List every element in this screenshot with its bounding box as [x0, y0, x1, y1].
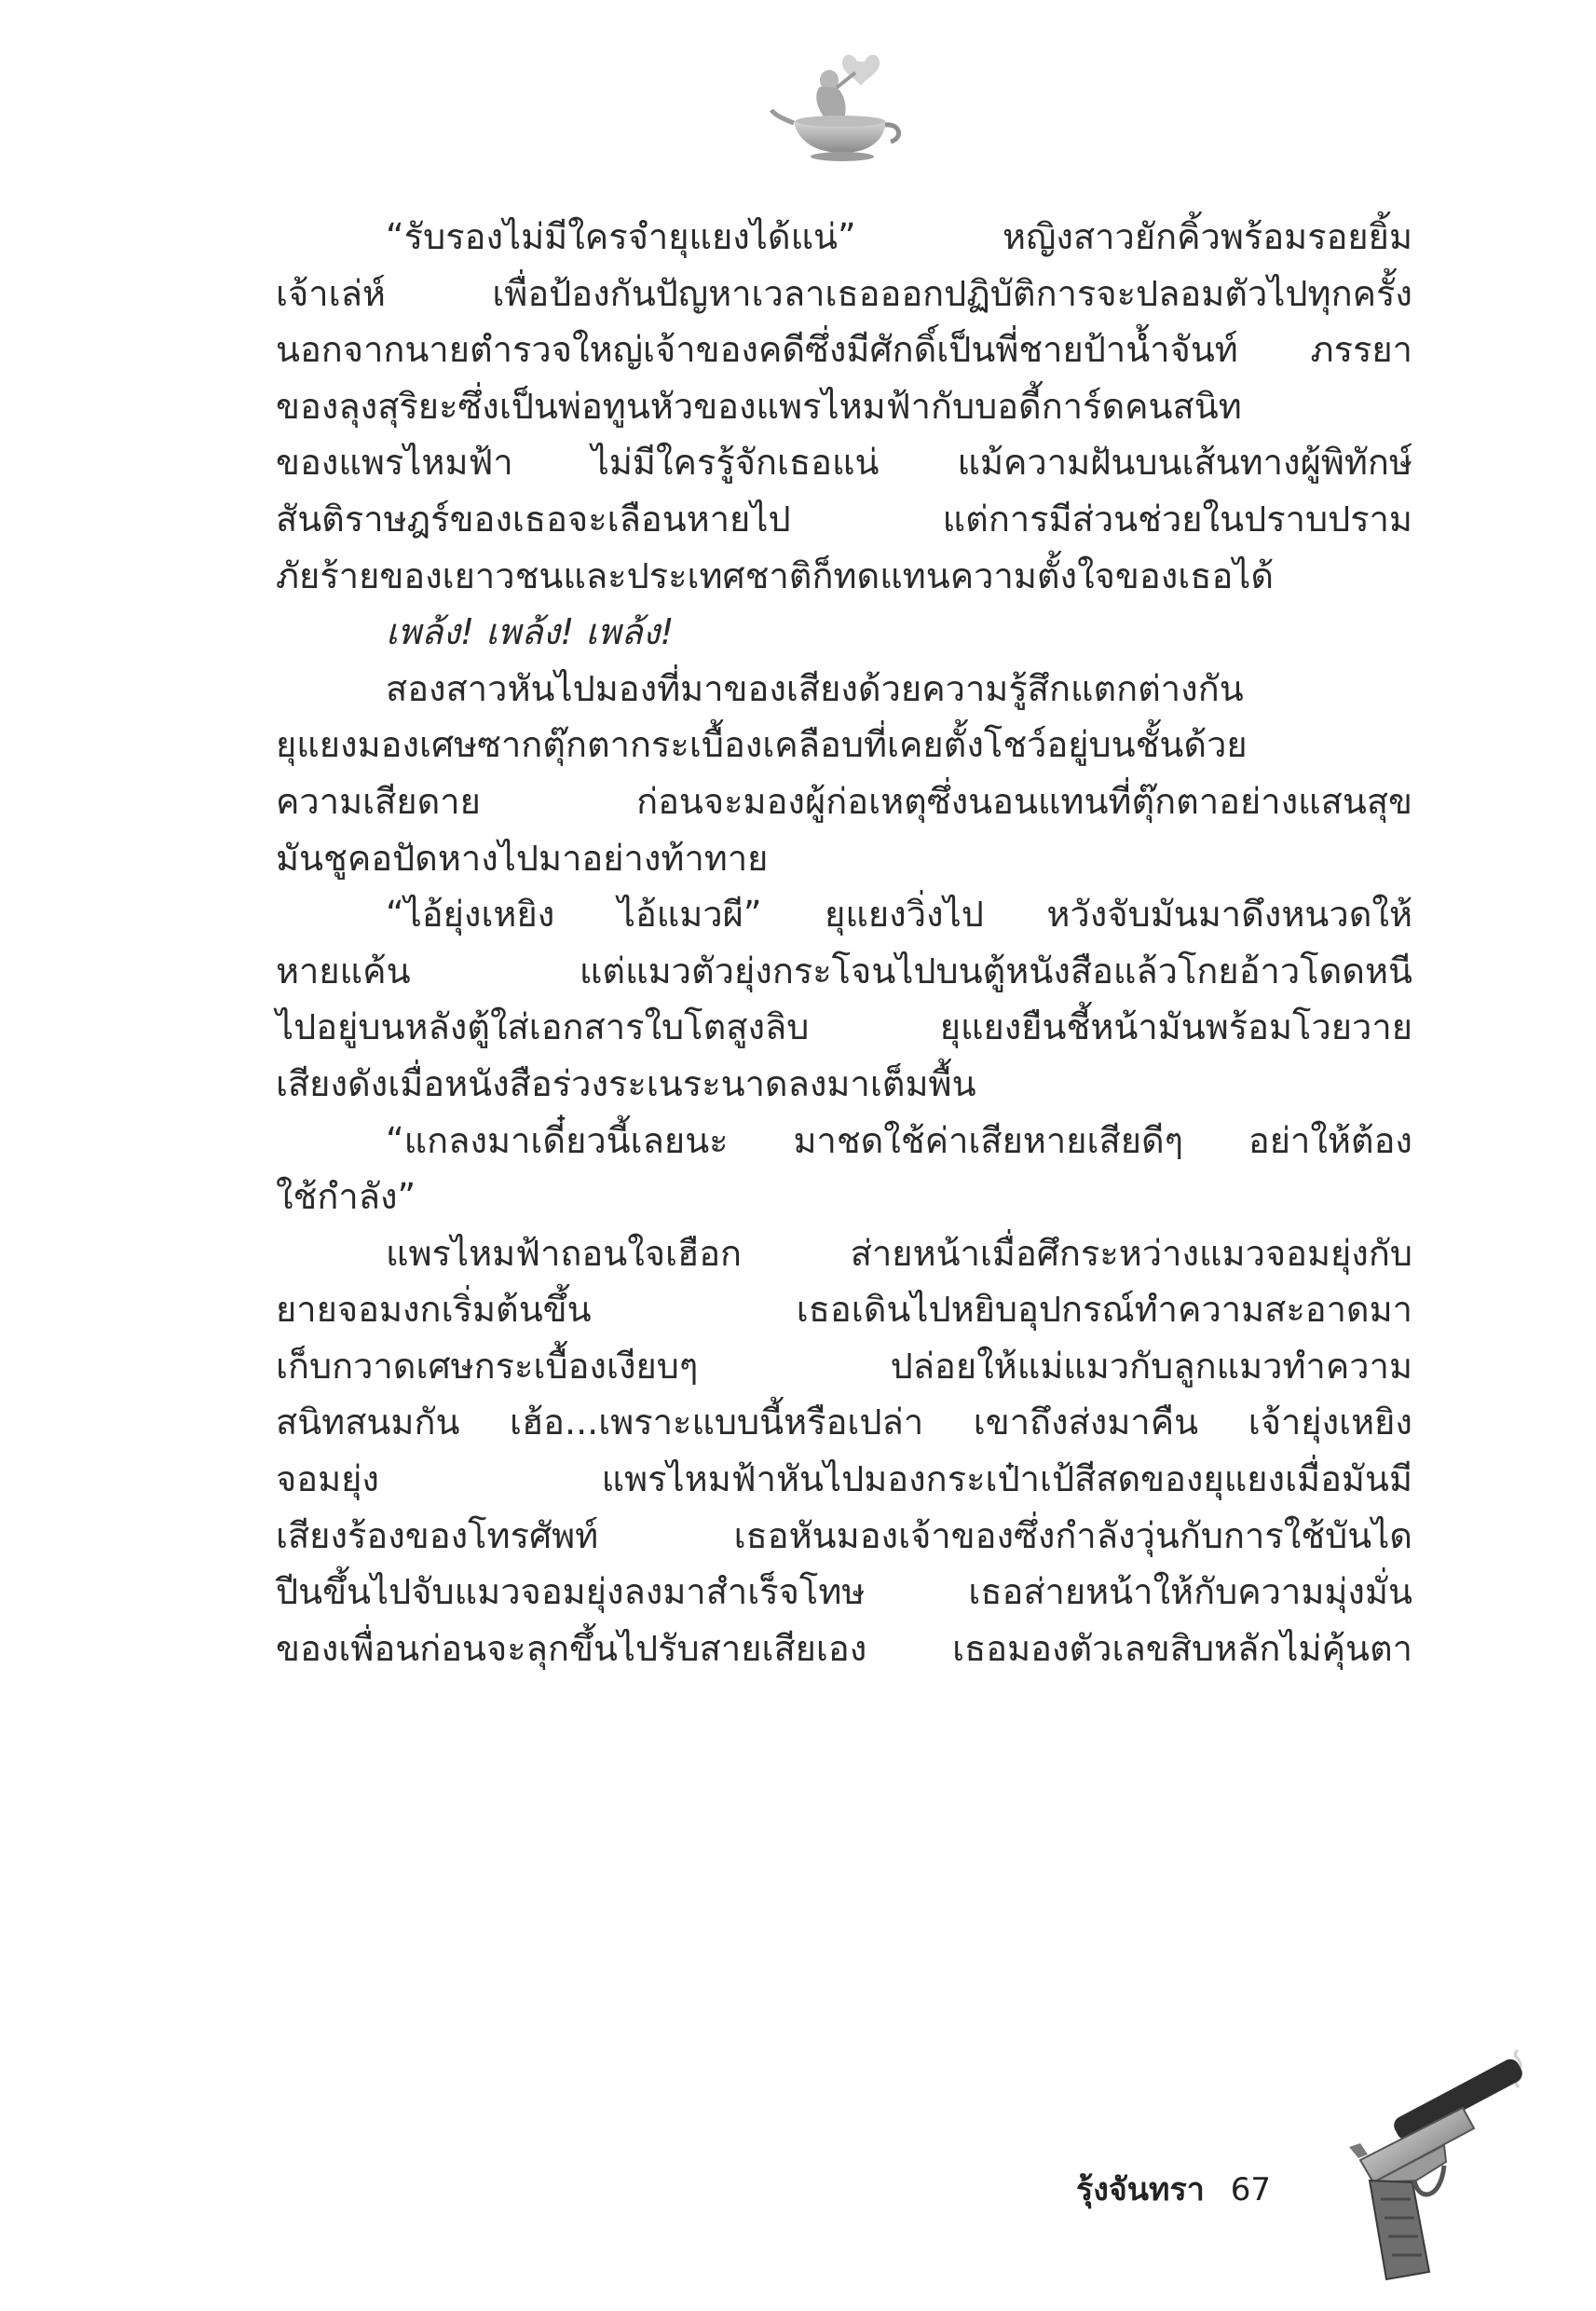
text-line: ภัยร้ายของเยาวชนและประเทศชาติก็ทดแทนความตั้งใจของเธอได้: [276, 554, 1275, 596]
text-line: “รับรองไม่มีใครจำยุแยงได้แน่” หญิงสาวยักคิ้วพร้อมรอยยิ้ม: [386, 216, 1412, 257]
text-line: ของเพื่อนก่อนจะลุกขึ้นไปรับสายเสียเอง เธอมองตัวเลขสิบหลักไม่คุ้นตา: [276, 1627, 1412, 1669]
body-text: [276, 209, 1412, 1676]
text-line: สันติราษฎร์ของเธอจะเลือนหายไป แต่การมีส่วนช่วยในปราบปราม: [276, 498, 1412, 540]
text-line: แพรไหมฟ้าถอนใจเฮือก ส่ายหน้าเมื่อศึกระหว่างแมวจอมยุ่งกับ: [386, 1232, 1412, 1274]
text-line: เสียงร้องของโทรศัพท์ เธอหันมองเจ้าของซึ่งกำลังวุ่นกับการใช้บันได: [276, 1514, 1412, 1556]
text-line: เจ้าเล่ห์ เพื่อป้องกันปัญหาเวลาเธอออกปฏิบัติการจะปลอมตัวไปทุกครั้ง: [276, 272, 1412, 314]
text-line: มันชูคอปัดหางไปมาอย่างท้าทาย: [276, 837, 769, 879]
text-line: ปีนขึ้นไปจับแมวจอมยุ่งลงมาสำเร็จโทษ เธอส่ายหน้าให้กับความมุ่งมั่น: [276, 1571, 1412, 1613]
text-line: ยายจอมงกเริ่มต้นขึ้น เธอเดินไปหยิบอุปกรณ์ทำความสะอาดมา: [276, 1289, 1412, 1331]
page-number: 67: [1230, 2171, 1272, 2208]
author-name: รุ้งจันทรา: [1076, 2171, 1205, 2208]
text-line: เสียงดังเมื่อหนังสือร่วงระเนระนาดลงมาเต็มพื้น: [276, 1062, 976, 1104]
text-line: เก็บกวาดเศษกระเบื้องเงียบๆ ปล่อยให้แม่แมวกับลูกแมวทำความ: [276, 1345, 1412, 1387]
text-line-sound-effect: เพล้ง! เพล้ง! เพล้ง!: [386, 611, 675, 653]
text-line: ความเสียดาย ก่อนจะมองผู้ก่อเหตุซึ่งนอนแทนที่ตุ๊กตาอย่างแสนสุข: [276, 780, 1412, 822]
page-footer: [1076, 2164, 1271, 2214]
text-line: “ไอ้ยุ่งเหยิง ไอ้แมวผี” ยุแยงวิ่งไป หวังจับมันมาดึงหนวดให้: [386, 894, 1412, 936]
text-line: ใช้กำลัง”: [276, 1176, 416, 1218]
text-line: นอกจากนายตำรวจใหญ่เจ้าของคดีซึ่งมีศักดิ์เป็นพี่ชายป้าน้ำจันท์ ภรรยา: [276, 329, 1412, 371]
text-line: สองสาวหันไปมองที่มาของเสียงด้วยความรู้สึกแตกต่างกัน: [386, 667, 1244, 709]
text-line: “แกลงมาเดี๋ยวนี้เลยนะ มาชดใช้ค่าเสียหายเสียดีๆ อย่าให้ต้อง: [386, 1119, 1412, 1161]
text-line: ของแพรไหมฟ้า ไม่มีใครรู้จักเธอแน่ แม้ความฝันบนเส้นทางผู้พิทักษ์: [276, 442, 1412, 484]
text-line: สนิทสนมกัน เฮ้อ...เพราะแบบนี้หรือเปล่า เขาถึงส่งมาคืน เจ้ายุ่งเหยิง: [276, 1402, 1412, 1443]
text-line: ของลุงสุริยะซึ่งเป็นพ่อทูนหัวของแพรไหมฟ้ากับบอดี้การ์ดคนสนิท: [276, 385, 1242, 427]
teacup-ornament-icon: [764, 45, 913, 166]
text-line: จอมยุ่ง แพรไหมฟ้าหันไปมองกระเป๋าเป้สีสดของยุแยงเมื่อมันมี: [276, 1458, 1412, 1500]
text-line: ไปอยู่บนหลังตู้ใส่เอกสารใบโตสูงลิบ ยุแยงยืนชี้หน้ามันพร้อมโวยวาย: [276, 1006, 1412, 1048]
text-line: หายแค้น แต่แมวตัวยุ่งกระโจนไปบนตู้หนังสือแล้วโกยอ้าวโดดหนี: [276, 950, 1412, 991]
text-line: ยุแยงมองเศษซากตุ๊กตากระเบื้องเคลือบที่เคยตั้งโชว์อยู่บนชั้นด้วย: [276, 724, 1248, 766]
pistol-icon: [1332, 2050, 1547, 2283]
